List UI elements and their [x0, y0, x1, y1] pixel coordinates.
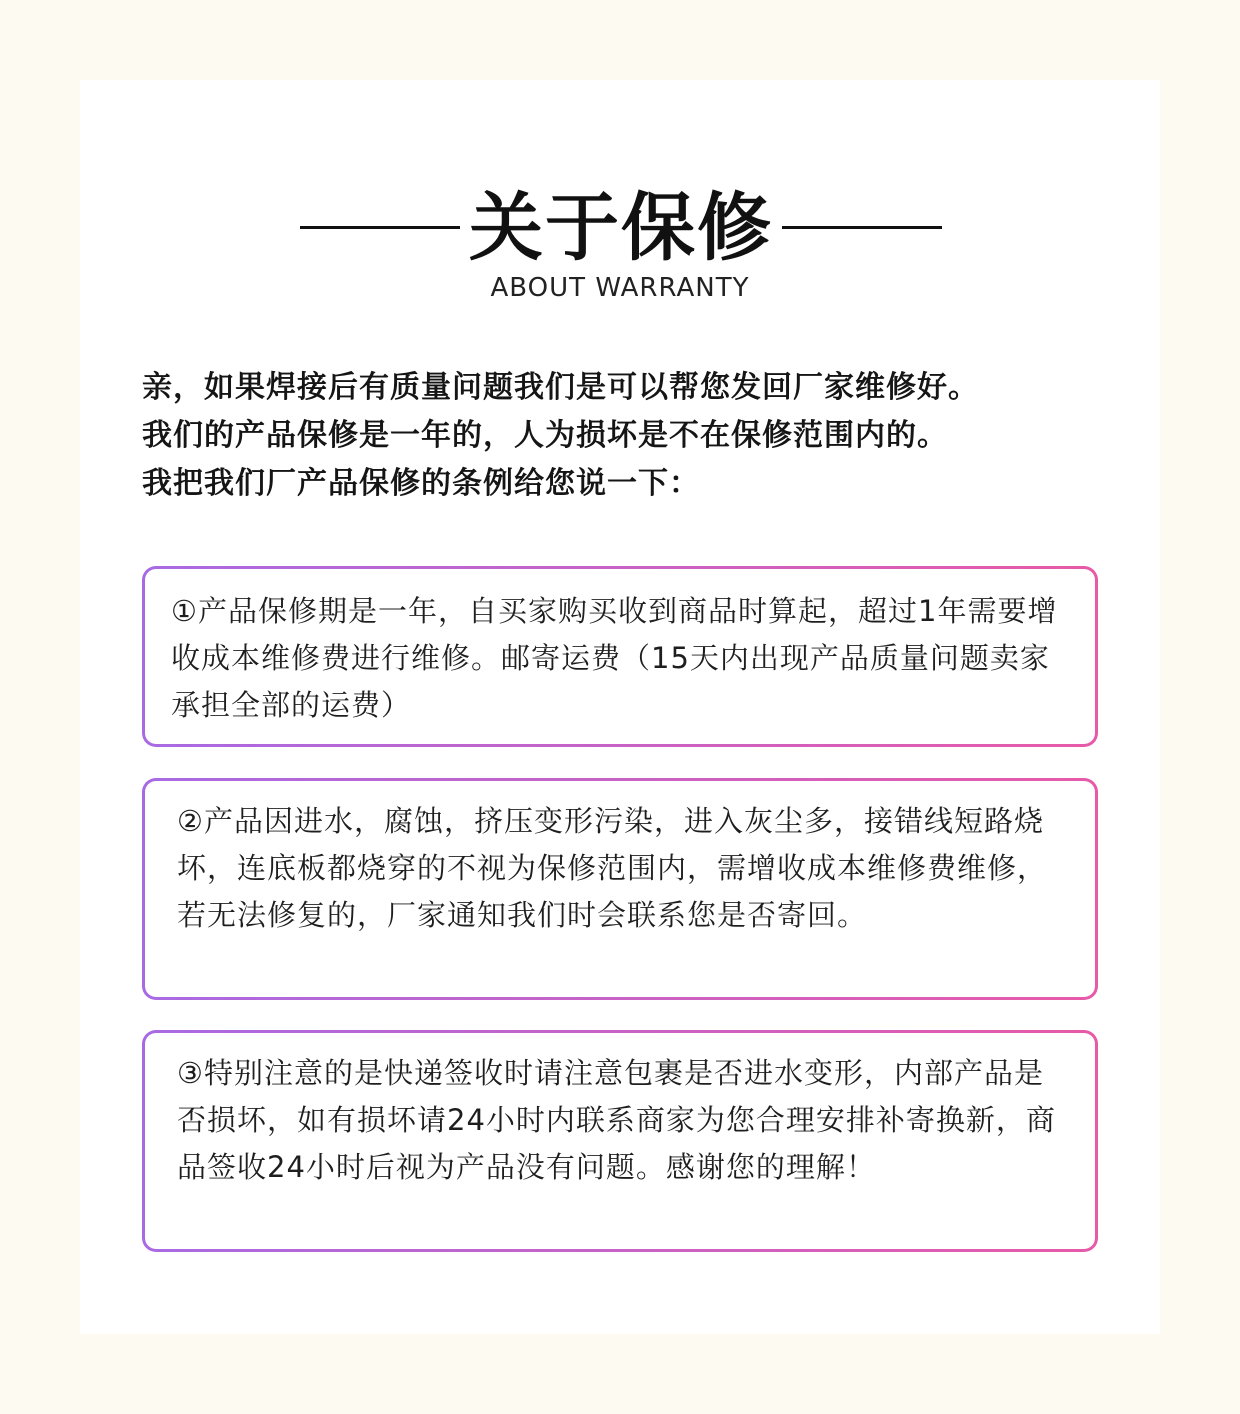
- title-divider-left: [300, 226, 460, 229]
- intro-line: 我们的产品保修是一年的，人为损坏是不在保修范围内的。: [142, 418, 948, 453]
- warranty-card: [80, 80, 1160, 1334]
- warranty-term-text: ①产品保修期是一年，自买家购买收到商品时算起，超过1年需要增收成本维修费进行维修。邮寄运费（15天内出现产品质量问题卖家承担全部的运费）: [171, 594, 1058, 722]
- intro-line: 亲，如果焊接后有质量问题我们是可以帮您发回厂家维修好。: [142, 370, 979, 405]
- intro-paragraph: [142, 364, 1122, 508]
- warranty-term-box-1: [142, 566, 1098, 747]
- title-divider-right: [782, 226, 942, 229]
- warranty-term-box-3: [142, 1030, 1098, 1252]
- title-row: [80, 185, 1160, 271]
- warranty-term-text: ③特别注意的是快递签收时请注意包裹是否进水变形，内部产品是否损坏，如有损坏请24小时内联系商家为您合理安排补寄换新，商品签收24小时后视为产品没有问题。感谢您的理解！: [177, 1056, 1056, 1184]
- intro-line: 我把我们厂产品保修的条例给您说一下：: [142, 466, 700, 501]
- warranty-term-text: ②产品因进水，腐蚀，挤压变形污染，进入灰尘多，接错线短路烧坏，连底板都烧穿的不视为保修范围内，需增收成本维修费维修，若无法修复的，厂家通知我们时会联系您是否寄回。: [177, 804, 1048, 932]
- page-title: 关于保修: [469, 185, 773, 271]
- warranty-term-box-2: [142, 778, 1098, 1000]
- page-subtitle: ABOUT WARRANTY: [490, 273, 750, 303]
